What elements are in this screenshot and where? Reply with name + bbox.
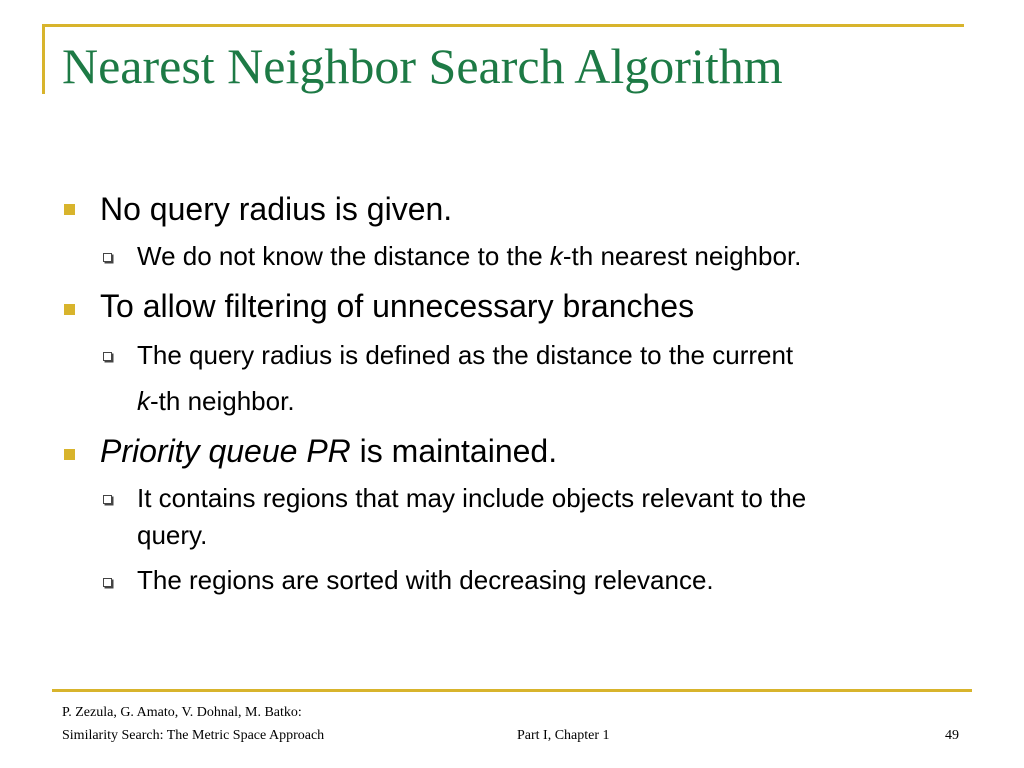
footer-accent-line	[52, 689, 972, 692]
hollow-square-bullet-icon	[103, 578, 112, 587]
sub-bullet-text-part: -th neighbor.	[150, 386, 295, 416]
hollow-square-bullet-icon	[103, 253, 112, 262]
page-number: 49	[945, 728, 959, 743]
sub-bullet-continuation: query.	[137, 520, 208, 550]
square-bullet-icon	[64, 304, 75, 315]
left-accent-line	[42, 24, 45, 94]
italic-k: k	[137, 386, 150, 416]
sub-bullet-continuation	[137, 385, 957, 418]
slide-title: Nearest Neighbor Search Algorithm	[62, 38, 783, 94]
italic-priority-queue: Priority queue PR	[100, 433, 351, 469]
sub-bullet-text-part: We do not know the distance to the	[137, 241, 550, 271]
sub-bullet-text: The regions are sorted with decreasing relevance.	[137, 565, 714, 595]
footer-authors: P. Zezula, G. Amato, V. Dohnal, M. Batko:	[62, 705, 302, 720]
bullet-text: To allow filtering of unnecessary branches	[100, 288, 695, 324]
bullet-text-part: is maintained.	[350, 433, 558, 469]
italic-k: k	[549, 241, 563, 271]
footer-book-title: Similarity Search: The Metric Space Approach	[62, 728, 325, 743]
sub-bullet-text	[137, 240, 957, 273]
bullet-text: No query radius is given.	[100, 191, 453, 227]
sub-bullet-text: It contains regions that may include objects relevant to the	[137, 483, 807, 513]
footer-part-chapter: Part I, Chapter 1	[517, 728, 610, 743]
sub-bullet-text: The query radius is defined as the distance to the current	[137, 340, 794, 370]
hollow-square-bullet-icon	[103, 495, 112, 504]
sub-bullet-text-part: -th nearest neighbor.	[562, 241, 802, 271]
bullet-text	[100, 432, 557, 470]
square-bullet-icon	[64, 449, 75, 460]
hollow-square-bullet-icon	[103, 352, 112, 361]
square-bullet-icon	[64, 204, 75, 215]
top-accent-line	[42, 24, 964, 27]
